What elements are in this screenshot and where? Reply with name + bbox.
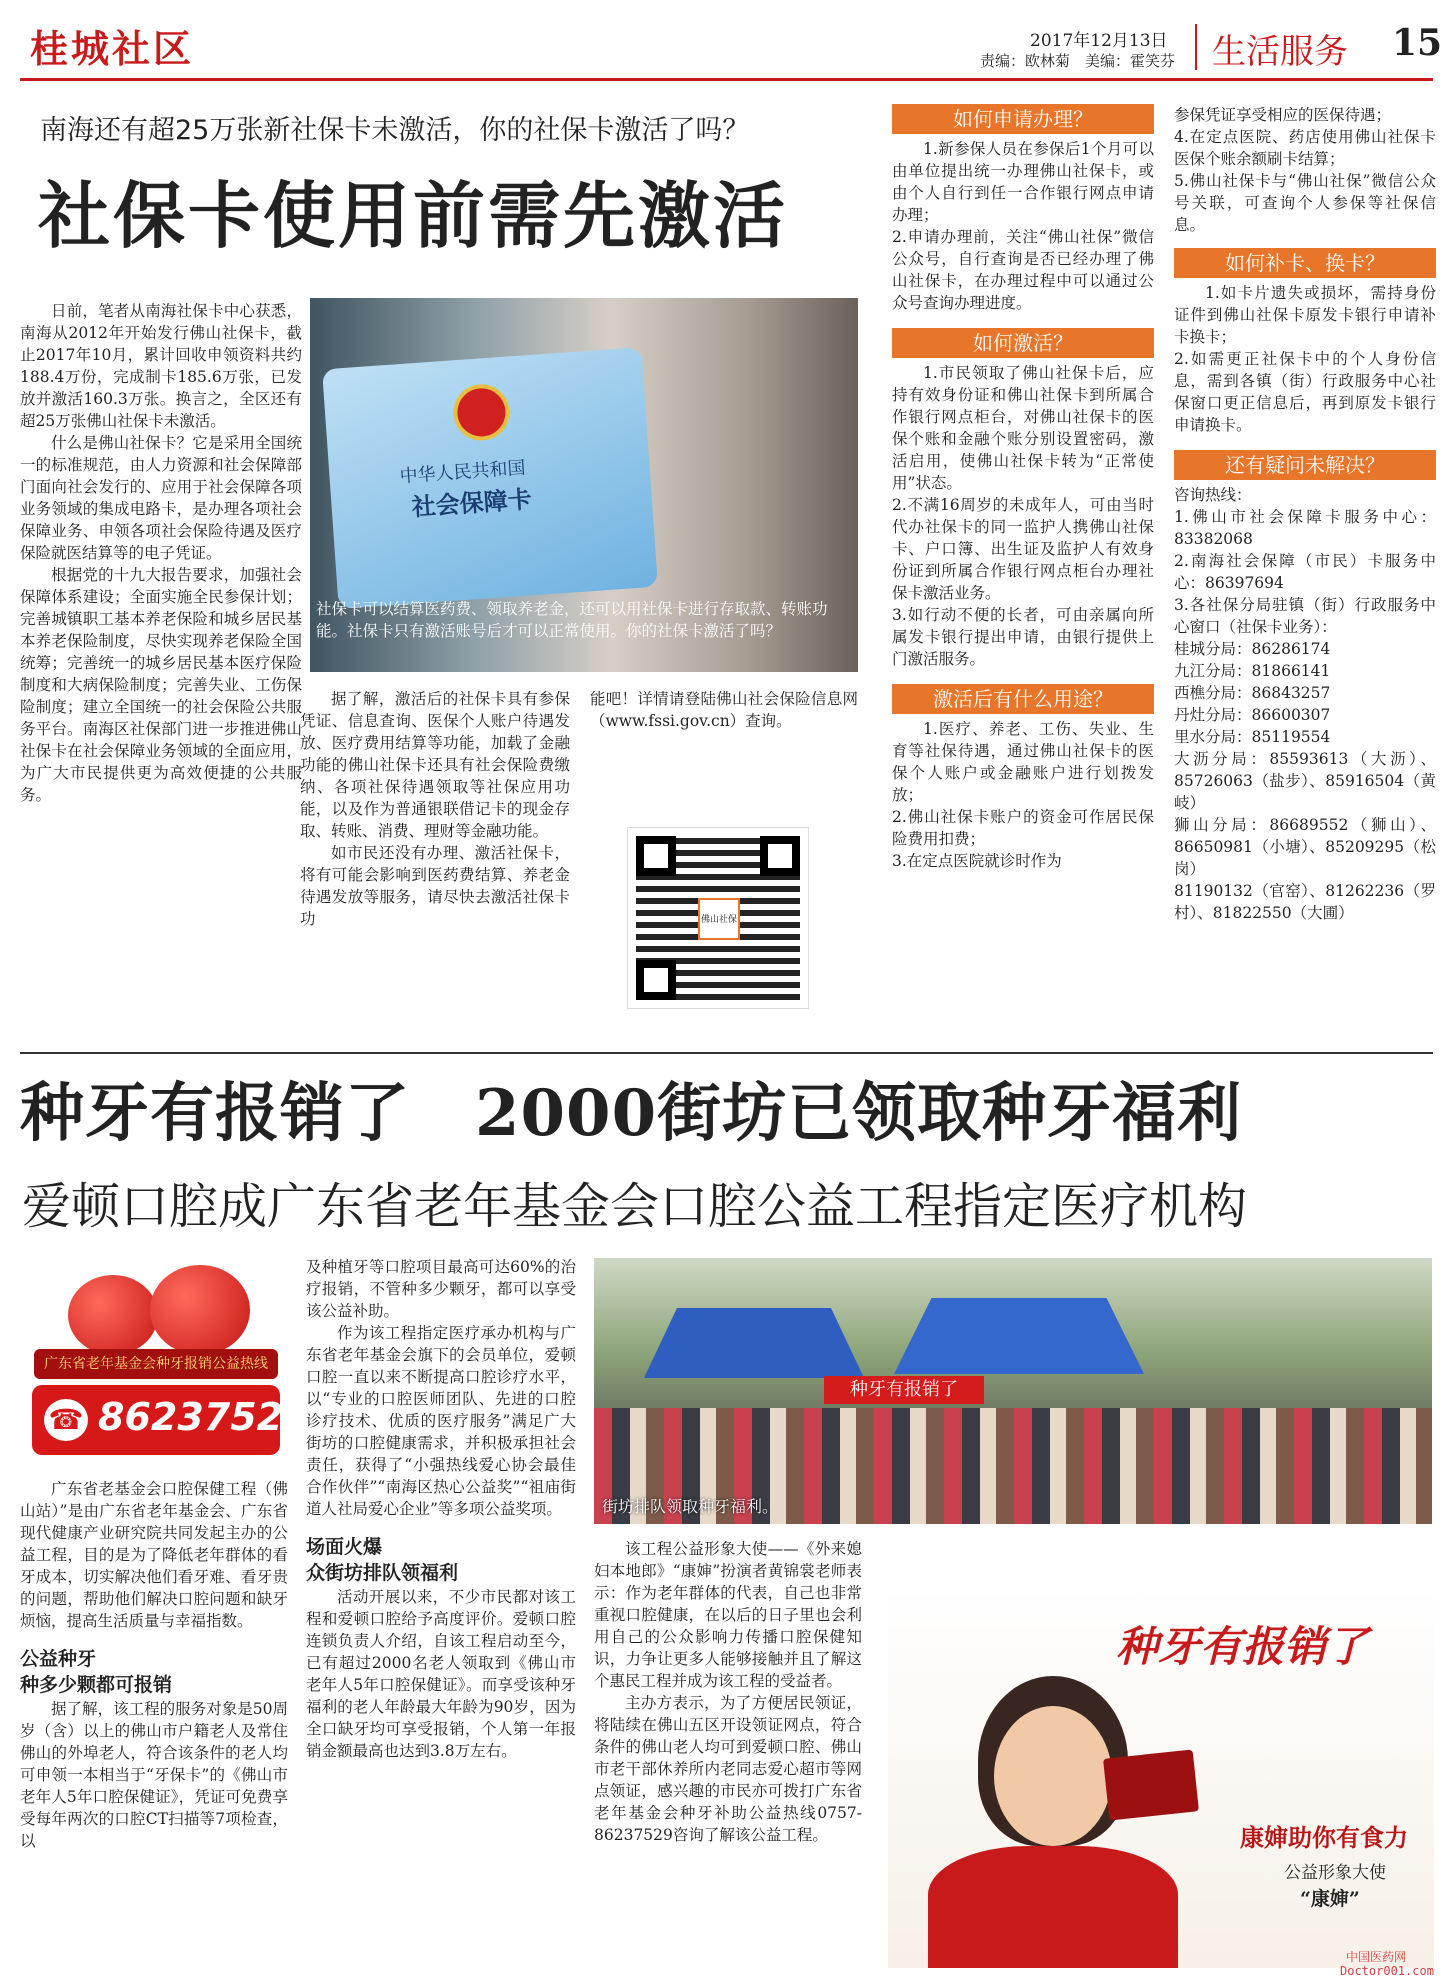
ad-title: 种牙有报销了 [1116, 1622, 1369, 1671]
hotline-box[interactable] [32, 1385, 310, 1455]
header-rule [20, 78, 1433, 81]
card-illustration [322, 347, 658, 609]
ad-name: “康婶” [1300, 1888, 1360, 1910]
tent-icon [644, 1308, 864, 1378]
subhead: 场面火爆 [306, 1536, 383, 1558]
ambassador-ad [888, 1586, 1434, 1968]
article2-subtitle: 爱顿口腔成广东省老年基金会口腔公益工程指定医疗机构 [22, 1178, 1248, 1235]
red-jacket [928, 1846, 1178, 1968]
paragraph: 作为该工程指定医疗承办机构与广东省老年基金会旗下的会员单位，爱顿口腔一直以来不断提高口腔诊疗水平，以“专业的口腔医师团队、先进的口腔诊疗技术、优质的医疗服务”满足广大街坊的口腔健康需求，并积极承担社会责任，获得了“小强热线爱心协会最佳合作伙伴”“南海区热心公益奖”“祖庙街道人社局爱心企业”等多项公益奖项。 [306, 1324, 576, 1518]
qr-code[interactable] [628, 828, 808, 1008]
paragraph: 如市民还没有办理、激活社保卡，将有可能会影响到医药费结算、养老金待遇发放等服务，请尽快去激活社保卡功 [300, 844, 570, 928]
article2-col1 [20, 1478, 288, 1852]
issue-date: 2017年12月13日 [1030, 31, 1168, 51]
article1-kicker: 南海还有超25万张新社保卡未激活，你的社保卡激活了吗？ [40, 115, 750, 146]
box-text: 参保凭证享受相应的医保待遇； 4.在定点医院、药店使用佛山社保卡医保个账余额刷卡结算； 5.佛山社保卡与“佛山社保”微信公众号关联，可查询个人参保等社保信息。 [1174, 106, 1436, 234]
paragraph: 根据党的十九大报告要求，加强社会保障体系建设；全面实施全民参保计划；完善城镇职工基本养老保险和城乡居民基本养老保险制度，尽快实现养老保险全国统筹；完善统一的城乡居民基本医疗保险制度和大病保险制度；完善失业、工伤保险制度；建立全国统一的社会保险公共服务平台。南海区社保部门进一步推进佛山社保卡在社会保障业务领域的全面应用，为广大市民提供更为高效便捷的公共服务。 [20, 566, 302, 804]
watermark: 中国医药网 [1346, 1950, 1407, 1964]
article1-col1 [20, 300, 302, 806]
hotline-number: 86237529 [98, 1395, 310, 1439]
phone-icon: ☎ [44, 1399, 88, 1441]
tent-icon [894, 1298, 1144, 1374]
header-divider [1195, 24, 1197, 70]
box-title: 如何激活？ [892, 328, 1154, 358]
box-text: 咨询热线： 1.佛山市社会保障卡服务中心：83382068 2.南海社会保障（市民）卡服务中心：86397694 3.各社保分局驻镇（街）行政服务中心窗口（社保卡业务）： 桂城分局：86286174 九江分局：81866141 西樵分局：86843257 丹灶分局：86600307 里水分局：85119554 大沥分局：85593613（大沥）、85726063（盐步）、85916504（黄岐） 狮山分局：86689552（狮山）、86650981（小塘）、85209295（松岗） 81190132（官窑）、81262236（罗村）、81822550（大圃） [1174, 486, 1436, 922]
ambassador-portrait [928, 1676, 1178, 1968]
photo-caption: 街坊排队领取种牙福利。 [602, 1497, 779, 1516]
paragraph: 能吧！详情请登陆佛山社会保险信息网（www.fssi.gov.cn）查询。 [590, 690, 858, 730]
box-title: 如何补卡、换卡？ [1174, 248, 1436, 278]
balloon-icon [150, 1265, 250, 1355]
paragraph: 据了解，该工程的服务对象是50周岁（含）以上的佛山市户籍老人及常住佛山的外埠老人，符合该条件的老人均可申领一本相当于“牙保卡”的《佛山市老年人5年口腔保健证》，凭证可免费享受每年两次的口腔CT扫描等7项检查，以 [20, 1700, 288, 1850]
paragraph: 活动开展以来，不少市民都对该工程和爱顿口腔给予高度评价。爱顿口腔连锁负责人介绍，自该工程启动至今，已有超过2000名老人领取到《佛山市老年人5年口腔保健证》。而享受该种牙福利的老人年龄最大年龄为90岁，因为全口缺牙均可享受报销，个人第一年报销金额最高也达到3.8万左右。 [306, 1588, 576, 1760]
card-country: 中华人民共和国 [398, 457, 527, 488]
photo-caption: 社保卡可以结算医药费、领取养老金，还可以用社保卡进行存取款、转账功能。社保卡只有激活账号后才可以正常使用。你的社保卡激活了吗？ [316, 600, 828, 640]
editor-credits: 责编：欧林菊 美编：霍笑芬 [980, 52, 1176, 70]
subhead: 种多少颗都可报销 [20, 1674, 173, 1696]
event-photo [594, 1258, 1432, 1524]
box-text: 1.医疗、养老、工伤、失业、生育等社保待遇，通过佛山社保卡的医保个人账户或金融账户进行划拨发放； 2.佛山社保卡账户的资金可作居民保险费用扣费； 3.在定点医院就诊时作为 [892, 720, 1154, 870]
article1-col5 [1174, 104, 1436, 924]
section-name: 生活服务 [1212, 32, 1348, 72]
national-emblem-icon [452, 383, 512, 443]
face [994, 1706, 1112, 1846]
article1-col2 [300, 688, 570, 930]
page-number: 15 [1392, 22, 1443, 64]
paragraph: 什么是佛山社保卡？它是采用全国统一的标准规范，由人力资源和社会保障部门面向社会发行的、应用于社会保障各项业务领域的集成电路卡，是办理各项社会保障业务、申领各项社会保险待遇及医疗保险就医结算等的电子凭证。 [20, 434, 302, 562]
qr-center-logo: 佛山社保 [698, 898, 740, 940]
article2-title: 种牙有报销了 2000街坊已领取种牙福利 [20, 1076, 1243, 1151]
event-banner: 种牙有报销了 [824, 1376, 984, 1404]
article1-col3 [590, 688, 858, 732]
health-certificate-icon [1103, 1749, 1199, 1820]
hotline-label: 广东省老年基金会种牙报销公益热线 [34, 1349, 278, 1379]
card-name: 社会保障卡 [410, 484, 533, 522]
qr-finder-icon [636, 836, 676, 876]
masthead: 桂城社区 [30, 26, 195, 71]
box-text: 1.新参保人员在参保后1个月可以由单位提出统一办理佛山社保卡，或由个人自行到任一合作银行网点申请办理； 2.申请办理前，关注“佛山社保”微信公众号，自行查询是否已经办理了佛山社保卡，在办理过程中可以通过公众号查询办理进度。 [892, 140, 1154, 312]
box-text: 1.市民领取了佛山社保卡后，应持有效身份证和佛山社保卡到所属合作银行网点柜台，对佛山社保卡的医保个账和金融个账分别设置密码，激活启用，使佛山社保卡转为“正常使用”状态。 2.不满16周岁的未成年人，可由当时代办社保卡的同一监护人携佛山社保卡、户口簿、出生证及监护人有效身份证到所属合作银行网点柜台办理社保卡激活业务。 3.如行动不便的长者，可由亲属向所属发卡银行提出申请，由银行提供上门激活服务。 [892, 364, 1154, 668]
balloon-icon [68, 1275, 158, 1355]
ad-slogan: 康婶助你有食力 [1240, 1824, 1408, 1852]
box-text: 1.如卡片遗失或损坏，需持身份证件到佛山社保卡原发卡银行申请补卡换卡； 2.如需更正社保卡中的个人身份信息，需到各镇（街）行政服务中心社保窗口更正信息后，再到原发卡银行申请换卡。 [1174, 284, 1436, 434]
subhead: 众街坊排队领福利 [306, 1562, 459, 1584]
article1-col4 [892, 104, 1154, 872]
paragraph: 主办方表示，为了方便居民领证，将陆续在佛山五区开设领证网点，符合条件的佛山老人均可到爱顿口腔、佛山市老干部休养所内老同志爱心超市等网点领证，感兴趣的市民亦可拨打广东省老年基金会种牙补助公益热线0757-86237529咨询了解该公益工程。 [594, 1694, 862, 1844]
box-title: 还有疑问未解决？ [1174, 450, 1436, 480]
article2-col3 [594, 1538, 862, 1846]
hotline-badge [22, 1255, 310, 1470]
section-divider [20, 1052, 1433, 1054]
paragraph: 广东省老基金会口腔保健工程（佛山站）”是由广东省老年基金会、广东省现代健康产业研究院共同发起主办的公益工程，目的是为了降低老年群体的看牙成本，切实解决他们看牙难、看牙贵的问题，帮助他们解决口腔问题和缺牙烦恼，提高生活质量与幸福指数。 [20, 1480, 288, 1630]
watermark: Doctor001.com [1340, 1964, 1434, 1978]
paragraph: 据了解，激活后的社保卡具有参保凭证、信息查询、医保个人账户待遇发放、医疗费用结算等功能，加载了金融功能的佛山社保卡还具有社会保险费缴纳、各项社保待遇领取等社保应用功能，以及作为普通银联借记卡的现金存取、转账、消费、理财等金融功能。 [300, 690, 570, 840]
qr-finder-icon [636, 960, 676, 1000]
qr-finder-icon [760, 836, 800, 876]
social-security-card-photo [310, 298, 858, 672]
paragraph: 日前，笔者从南海社保卡中心获悉，南海从2012年开始发行佛山社保卡，截止2017年10月，累计回收申领资料共约188.4万份，完成制卡185.6万张，已发放并激活160.3万张。换言之，全区还有超25万张佛山社保卡未激活。 [20, 302, 302, 430]
ad-role: 公益形象大使 [1284, 1863, 1386, 1883]
box-title: 激活后有什么用途？ [892, 684, 1154, 714]
subhead: 公益种牙 [20, 1648, 97, 1670]
paragraph: 及种植牙等口腔项目最高可达60%的治疗报销，不管种多少颗牙，都可以享受该公益补助。 [306, 1258, 576, 1320]
box-title: 如何申请办理？ [892, 104, 1154, 134]
paragraph: 该工程公益形象大使——《外来媳妇本地郎》“康婶”扮演者黄锦裳老师表示：作为老年群体的代表，自己也非常重视口腔健康，在以后的日子里也会利用自己的公众影响力传播口腔保健知识，力争让更多人能够接触并且了解这个惠民工程并成为该工程的受益者。 [594, 1540, 862, 1690]
article1-title: 社保卡使用前需先激活 [38, 173, 789, 258]
article2-col2 [306, 1256, 576, 1762]
